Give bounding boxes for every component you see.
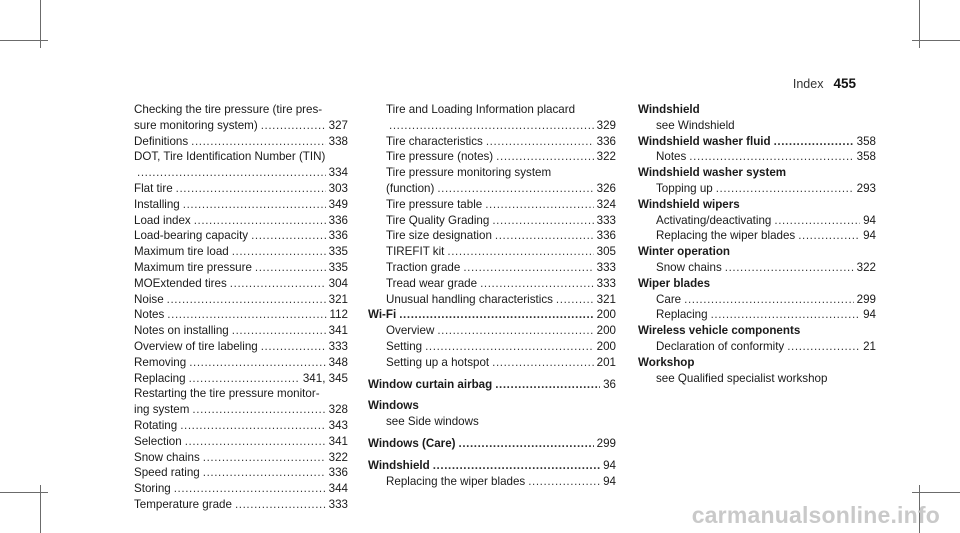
entry-text: Installing bbox=[134, 197, 180, 211]
page-number: 455 bbox=[833, 76, 856, 91]
index-entry bbox=[116, 497, 348, 513]
index-entry bbox=[116, 197, 348, 213]
crop-mark-top-left-horizontal bbox=[0, 40, 48, 41]
entry-text: Windshield washer system bbox=[638, 166, 787, 180]
dot-leader bbox=[528, 474, 600, 490]
index-entry bbox=[368, 165, 616, 181]
index-entry bbox=[368, 134, 616, 150]
entry-text: Tire Quality Grading bbox=[386, 213, 490, 227]
dot-leader bbox=[492, 355, 594, 371]
dot-leader bbox=[174, 481, 326, 497]
entry-page-number: 343 bbox=[328, 418, 348, 432]
index-entry bbox=[638, 371, 876, 387]
dot-leader bbox=[203, 465, 326, 481]
entry-text: Windshield washer fluid bbox=[638, 134, 771, 148]
index-entry bbox=[638, 339, 876, 355]
index-entry bbox=[368, 474, 616, 490]
entry-text: see Windshield bbox=[656, 118, 735, 132]
index-heading bbox=[638, 134, 876, 150]
index-entry bbox=[638, 228, 876, 244]
entry-page-number: 349 bbox=[328, 197, 348, 211]
index-entry bbox=[638, 260, 876, 276]
entry-text: Tire characteristics bbox=[386, 134, 483, 148]
index-entry bbox=[638, 118, 876, 134]
entry-text: Tire pressure table bbox=[386, 197, 483, 211]
entry-page-number: 21 bbox=[863, 339, 876, 353]
entry-page-number: 333 bbox=[596, 213, 616, 227]
dot-leader bbox=[251, 228, 326, 244]
entry-page-number: 303 bbox=[328, 181, 348, 195]
index-entry bbox=[638, 307, 876, 323]
dot-leader bbox=[189, 371, 300, 387]
entry-page-number: 327 bbox=[328, 118, 348, 132]
index-entry bbox=[368, 292, 616, 308]
entry-text: Windshield wipers bbox=[638, 197, 740, 211]
dot-leader bbox=[194, 213, 326, 229]
entry-page-number: 358 bbox=[856, 150, 876, 164]
index-heading bbox=[368, 377, 616, 393]
dot-leader bbox=[232, 244, 326, 260]
entry-page-number: 112 bbox=[329, 308, 348, 322]
index-entry bbox=[368, 228, 616, 244]
entry-text: Speed rating bbox=[134, 466, 200, 480]
dot-leader bbox=[480, 276, 594, 292]
entry-text: Replacing the wiper blades bbox=[656, 229, 796, 243]
index-entry bbox=[116, 386, 348, 402]
dot-leader bbox=[192, 402, 325, 418]
entry-page-number: 299 bbox=[856, 292, 876, 306]
entry-page-number: 321 bbox=[596, 292, 616, 306]
index-entry bbox=[368, 102, 616, 118]
index-entry bbox=[368, 149, 616, 165]
entry-page-number: 322 bbox=[328, 450, 348, 464]
entry-text: Notes bbox=[134, 308, 165, 322]
index-entry bbox=[368, 355, 616, 371]
entry-text: Care bbox=[656, 292, 682, 306]
entry-page-number: 348 bbox=[328, 355, 348, 369]
index-heading bbox=[638, 197, 876, 213]
entry-text: Winter operation bbox=[638, 245, 731, 259]
dot-leader bbox=[235, 497, 326, 513]
dot-leader bbox=[176, 181, 326, 197]
entry-page-number: 336 bbox=[596, 229, 616, 243]
index-entry bbox=[116, 450, 348, 466]
dot-leader bbox=[261, 339, 326, 355]
index-entry bbox=[116, 465, 348, 481]
entry-text: Windows bbox=[368, 399, 419, 413]
entry-text: (function) bbox=[386, 181, 435, 195]
index-heading bbox=[368, 458, 616, 474]
index-entry bbox=[368, 276, 616, 292]
entry-text: DOT, Tire Identification Number (TIN) bbox=[134, 150, 326, 164]
entry-page-number: 94 bbox=[863, 213, 876, 227]
entry-text: TIREFIT kit bbox=[386, 245, 445, 259]
dot-leader bbox=[425, 339, 594, 355]
entry-text: Traction grade bbox=[386, 260, 461, 274]
dot-leader bbox=[189, 355, 325, 371]
entry-page-number: 336 bbox=[328, 213, 348, 227]
entry-page-number: 341 bbox=[328, 324, 348, 338]
entry-text: Wi-Fi bbox=[368, 308, 397, 322]
section-title: Index bbox=[792, 77, 824, 91]
index-heading bbox=[638, 165, 876, 181]
entry-text: Replacing bbox=[134, 371, 186, 385]
entry-page-number: 358 bbox=[856, 134, 876, 148]
index-entry bbox=[368, 244, 616, 260]
entry-page-number: 338 bbox=[328, 134, 348, 148]
dot-leader bbox=[787, 339, 860, 355]
index-entry bbox=[368, 323, 616, 339]
dot-leader bbox=[185, 434, 326, 450]
index-entry bbox=[368, 414, 616, 430]
index-entry bbox=[116, 149, 348, 165]
entry-text: Unusual handling characteristics bbox=[386, 292, 553, 306]
entry-page-number: 200 bbox=[596, 308, 616, 322]
dot-leader bbox=[180, 418, 325, 434]
dot-leader bbox=[191, 134, 326, 150]
dot-leader bbox=[255, 260, 326, 276]
entry-text: Maximum tire pressure bbox=[134, 260, 252, 274]
entry-page-number: 94 bbox=[603, 458, 616, 472]
dot-leader bbox=[725, 260, 854, 276]
entry-page-number: 94 bbox=[603, 474, 616, 488]
dot-leader bbox=[203, 450, 326, 466]
index-heading bbox=[638, 323, 876, 339]
dot-leader bbox=[495, 228, 594, 244]
entry-page-number: 299 bbox=[596, 436, 616, 450]
entry-page-number: 322 bbox=[856, 260, 876, 274]
entry-page-number: 336 bbox=[328, 229, 348, 243]
dot-leader bbox=[167, 292, 326, 308]
index-entry bbox=[638, 149, 876, 165]
index-entry bbox=[116, 134, 348, 150]
entry-text: Definitions bbox=[134, 134, 189, 148]
index-heading bbox=[638, 244, 876, 260]
index-entry bbox=[638, 213, 876, 229]
entry-page-number: 304 bbox=[328, 276, 348, 290]
index-entry bbox=[638, 181, 876, 197]
entry-page-number: 341 bbox=[328, 434, 348, 448]
dot-leader bbox=[167, 307, 326, 323]
dot-leader bbox=[495, 377, 600, 393]
entry-text: Tire pressure (notes) bbox=[386, 150, 494, 164]
dot-leader bbox=[232, 323, 326, 339]
dot-leader bbox=[137, 165, 326, 181]
entry-text: see Side windows bbox=[386, 415, 479, 429]
index-entry bbox=[368, 339, 616, 355]
index-entry bbox=[116, 213, 348, 229]
dot-leader bbox=[486, 134, 594, 150]
entry-page-number: 201 bbox=[596, 355, 616, 369]
index-column-1 bbox=[116, 102, 348, 513]
entry-text: Removing bbox=[134, 355, 187, 369]
entry-page-number: 335 bbox=[328, 260, 348, 274]
entry-page-number: 293 bbox=[856, 181, 876, 195]
entry-text: Load-bearing capacity bbox=[134, 229, 249, 243]
dot-leader bbox=[496, 149, 593, 165]
entry-page-number: 334 bbox=[328, 166, 348, 180]
entry-text: Replacing the wiper blades bbox=[386, 474, 526, 488]
entry-text: Noise bbox=[134, 292, 164, 306]
entry-page-number: 329 bbox=[596, 118, 616, 132]
entry-text: Wireless vehicle components bbox=[638, 324, 801, 338]
crop-mark-bottom-right-horizontal bbox=[912, 492, 960, 493]
entry-text: Workshop bbox=[638, 355, 695, 369]
dot-leader bbox=[774, 213, 860, 229]
entry-text: Overview bbox=[386, 324, 435, 338]
entry-text: Restarting the tire pressure monitor- bbox=[134, 387, 320, 401]
entry-page-number: 305 bbox=[596, 245, 616, 259]
entry-text: Wiper blades bbox=[638, 276, 711, 290]
entry-page-number: 333 bbox=[596, 276, 616, 290]
index-entry bbox=[116, 481, 348, 497]
dot-leader bbox=[433, 458, 600, 474]
index-entry bbox=[638, 292, 876, 308]
entry-page-number: 333 bbox=[328, 497, 348, 511]
index-heading bbox=[638, 355, 876, 371]
index-column-3 bbox=[638, 102, 876, 386]
index-entry bbox=[116, 118, 348, 134]
entry-page-number: 335 bbox=[328, 245, 348, 259]
dot-leader bbox=[492, 213, 593, 229]
index-entry bbox=[116, 418, 348, 434]
entry-text: Temperature grade bbox=[134, 497, 232, 511]
entry-text: Windows (Care) bbox=[368, 436, 456, 450]
entry-text: ing system bbox=[134, 403, 190, 417]
dot-leader bbox=[689, 149, 853, 165]
entry-text: Notes on installing bbox=[134, 324, 229, 338]
index-heading bbox=[638, 102, 876, 118]
entry-page-number: 322 bbox=[596, 150, 616, 164]
dot-leader bbox=[437, 323, 593, 339]
entry-text: MOExtended tires bbox=[134, 276, 227, 290]
index-entry bbox=[368, 118, 616, 134]
entry-page-number: 328 bbox=[328, 403, 348, 417]
dot-leader bbox=[556, 292, 594, 308]
index-entry bbox=[116, 102, 348, 118]
dot-leader bbox=[437, 181, 593, 197]
dot-leader bbox=[459, 436, 594, 452]
dot-leader bbox=[399, 307, 593, 323]
entry-text: Declaration of conformity bbox=[656, 339, 785, 353]
dot-leader bbox=[684, 292, 854, 308]
index-entry bbox=[116, 307, 348, 323]
index-heading bbox=[368, 398, 616, 414]
dot-leader bbox=[447, 244, 593, 260]
index-heading bbox=[368, 436, 616, 452]
index-entry bbox=[116, 165, 348, 181]
index-entry bbox=[116, 355, 348, 371]
entry-page-number: 200 bbox=[596, 324, 616, 338]
entry-page-number: 344 bbox=[328, 482, 348, 496]
entry-text: Selection bbox=[134, 434, 182, 448]
entry-text: Topping up bbox=[656, 181, 713, 195]
dot-leader bbox=[230, 276, 326, 292]
index-entry bbox=[368, 197, 616, 213]
dot-leader bbox=[463, 260, 593, 276]
entry-text: Setting bbox=[386, 339, 423, 353]
entry-text: Windshield bbox=[368, 458, 430, 472]
index-entry bbox=[368, 260, 616, 276]
crop-mark-bottom-left-horizontal bbox=[0, 492, 48, 493]
index-entry bbox=[116, 434, 348, 450]
entry-page-number: 326 bbox=[596, 181, 616, 195]
entry-text: Setting up a hotspot bbox=[386, 355, 490, 369]
index-entry bbox=[116, 228, 348, 244]
index-column-2 bbox=[368, 102, 616, 489]
index-heading bbox=[638, 276, 876, 292]
entry-text: Tire size designation bbox=[386, 229, 492, 243]
entry-page-number: 341, 345 bbox=[302, 371, 348, 385]
entry-text: Tire and Loading Information placard bbox=[386, 103, 576, 116]
dot-leader bbox=[774, 134, 854, 150]
entry-page-number: 333 bbox=[596, 260, 616, 274]
crop-mark-top-right-horizontal bbox=[912, 40, 960, 41]
entry-text: Replacing bbox=[656, 308, 708, 322]
entry-text: Notes bbox=[656, 150, 687, 164]
entry-page-number: 324 bbox=[596, 197, 616, 211]
entry-text: Flat tire bbox=[134, 181, 173, 195]
entry-text: Overview of tire labeling bbox=[134, 339, 258, 353]
index-entry bbox=[368, 181, 616, 197]
entry-text: Maximum tire load bbox=[134, 245, 229, 259]
index-entry bbox=[116, 292, 348, 308]
index-entry bbox=[116, 260, 348, 276]
index-entry bbox=[116, 244, 348, 260]
index-entry bbox=[116, 339, 348, 355]
entry-text: Checking the tire pressure (tire pres- bbox=[134, 103, 323, 116]
index-entry bbox=[116, 323, 348, 339]
entry-page-number: 94 bbox=[863, 229, 876, 243]
entry-page-number: 336 bbox=[596, 134, 616, 148]
dot-leader bbox=[711, 307, 861, 323]
entry-page-number: 321 bbox=[328, 292, 348, 306]
entry-text: Snow chains bbox=[134, 450, 200, 464]
entry-text: Storing bbox=[134, 482, 171, 496]
entry-page-number: 200 bbox=[596, 339, 616, 353]
entry-page-number: 333 bbox=[328, 339, 348, 353]
entry-text: Rotating bbox=[134, 418, 178, 432]
dot-leader bbox=[798, 228, 860, 244]
entry-page-number: 94 bbox=[863, 308, 876, 322]
entry-text: Windshield bbox=[638, 103, 700, 116]
entry-text: sure monitoring system) bbox=[134, 118, 258, 132]
entry-text: Load index bbox=[134, 213, 191, 227]
dot-leader bbox=[261, 118, 326, 134]
entry-text: Tire pressure monitoring system bbox=[386, 166, 552, 180]
index-heading bbox=[368, 307, 616, 323]
dot-leader bbox=[716, 181, 854, 197]
index-entry bbox=[116, 181, 348, 197]
page-header bbox=[793, 76, 856, 91]
entry-text: Activating/deactivating bbox=[656, 213, 772, 227]
entry-text: Window curtain airbag bbox=[368, 377, 493, 391]
dot-leader bbox=[485, 197, 593, 213]
entry-text: Snow chains bbox=[656, 260, 722, 274]
entry-page-number: 36 bbox=[603, 377, 616, 391]
dot-leader bbox=[389, 118, 594, 134]
index-entry bbox=[116, 371, 348, 387]
index-entry bbox=[116, 402, 348, 418]
index-entry bbox=[368, 213, 616, 229]
dot-leader bbox=[183, 197, 326, 213]
watermark: carmanualsonline.info bbox=[691, 502, 940, 528]
entry-page-number: 336 bbox=[328, 466, 348, 480]
index-entry bbox=[116, 276, 348, 292]
entry-text: Tread wear grade bbox=[386, 276, 478, 290]
entry-text: see Qualified specialist workshop bbox=[656, 371, 828, 385]
